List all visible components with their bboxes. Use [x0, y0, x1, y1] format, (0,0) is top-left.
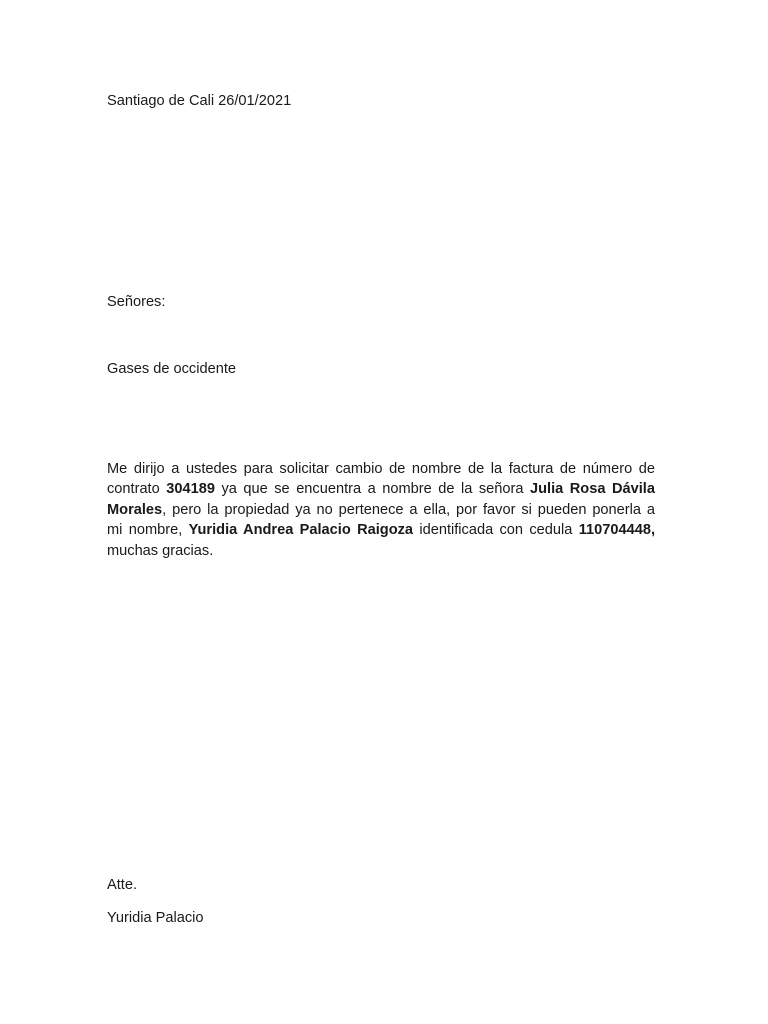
- body-line-5: [107, 541, 655, 561]
- body-text-segment: ya que se encuentra a nombre de la señora: [214, 481, 530, 498]
- contract-number: 304189: [166, 481, 215, 498]
- signature-name: Yuridia Palacio: [107, 910, 204, 926]
- body-text-segment: , pero la propiedad ya no pertenece a ella, por favor si pueden ponerla a: [162, 501, 655, 518]
- salutation: Señores:: [107, 294, 166, 310]
- closing: Atte.: [107, 877, 138, 893]
- letter-body: [107, 459, 655, 561]
- body-line-1: [107, 459, 655, 479]
- previous-owner-name-part2: Morales: [107, 501, 163, 518]
- id-number: 110704448,: [578, 522, 655, 539]
- body-text-segment: contrato: [107, 481, 167, 498]
- body-text-segment: Me dirijo a ustedes para solicitar cambio de nombre de la factura de número de: [107, 461, 655, 477]
- new-owner-name: Yuridia Andrea Palacio Raigoza: [188, 522, 414, 539]
- body-text-segment: mi nombre,: [107, 522, 189, 539]
- body-text-segment: muchas gracias.: [107, 542, 214, 559]
- body-line-2: [107, 479, 655, 499]
- date-line: Santiago de Cali 26/01/2021: [107, 93, 292, 109]
- body-text-segment: identificada con cedula: [413, 522, 579, 539]
- recipient-name: Gases de occidente: [107, 361, 236, 377]
- previous-owner-name-part1: Julia Rosa Dávila: [530, 481, 655, 498]
- body-line-4: [107, 520, 655, 540]
- body-line-3: [107, 500, 655, 520]
